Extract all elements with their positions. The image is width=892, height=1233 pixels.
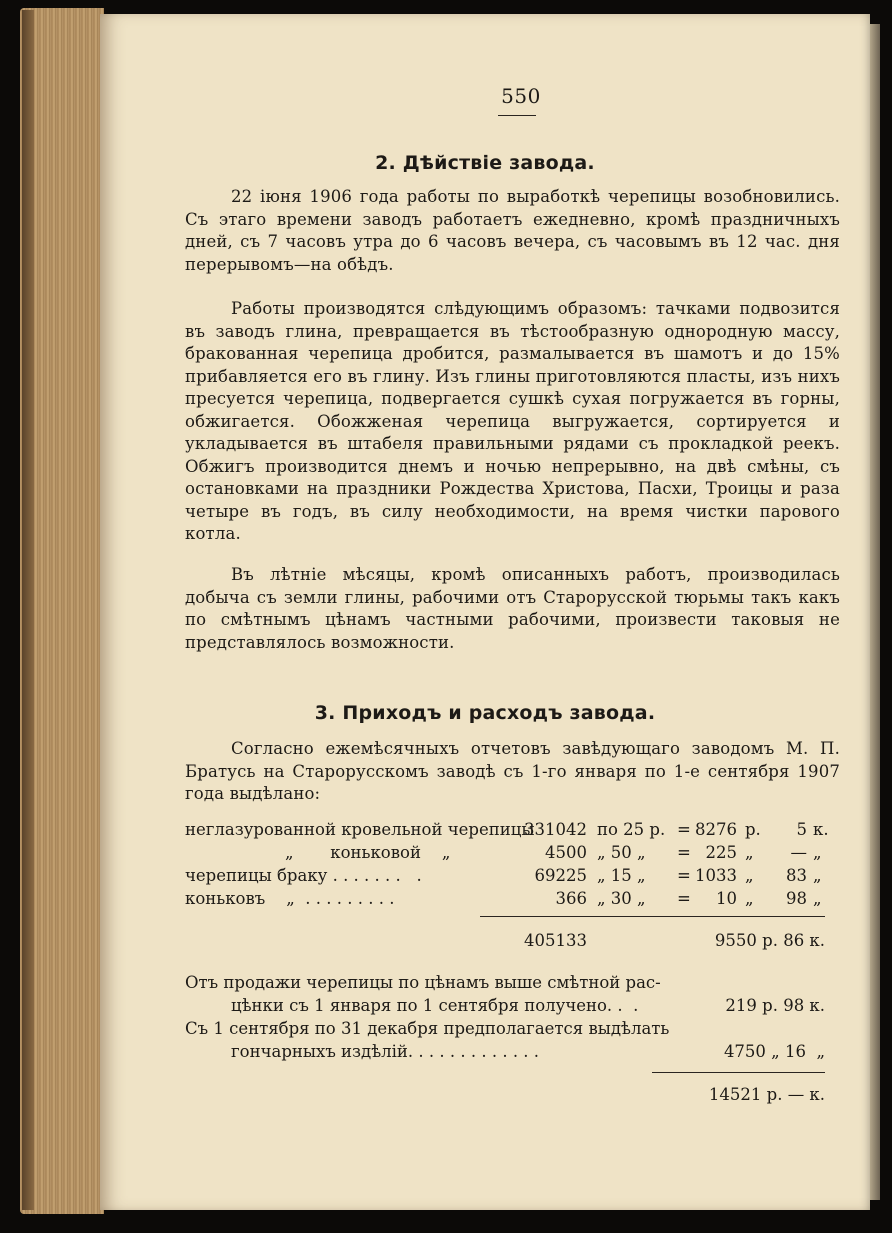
row-kopecks: 83 <box>786 866 807 885</box>
page-number-underline <box>498 115 536 116</box>
row-total: 225 <box>705 843 737 862</box>
row-label: коньковъ „ . . . . . . . . . <box>185 889 395 908</box>
row-rubles: „ <box>745 889 754 908</box>
row-quantity: 331042 <box>524 820 587 839</box>
row-price: „ 15 „ <box>597 866 646 885</box>
book-spine-shadow <box>22 10 34 1210</box>
table-row <box>185 888 845 910</box>
row-kopecks: 98 <box>786 889 807 908</box>
section-3-heading: 3. Приходъ и расходъ завода. <box>314 702 656 724</box>
section-3-intro: Согласно ежемѣсячныхъ отчетовъ завѣдующаго заводомъ М. П. Братусь на Старорусскомъ заводѣ съ 1-го января по 1-е сентября 1907 года выдѣлано: <box>185 739 840 803</box>
row-kopecks-label: „ <box>813 843 822 862</box>
grand-total-row <box>185 1084 845 1106</box>
row-kopecks: — <box>790 843 807 862</box>
row-label: „ коньковой „ <box>285 843 451 862</box>
sale-income-text-cont: цѣнки съ 1 января по 1 сентября получено. . . <box>231 996 639 1015</box>
table-row <box>185 819 845 841</box>
row-price: по 25 р. <box>597 820 666 839</box>
grand-total-amount: 14521 р. — к. <box>708 1085 825 1104</box>
row-kopecks: 5 <box>796 820 807 839</box>
table-row <box>185 842 845 864</box>
sale-income-line-2 <box>185 995 845 1017</box>
row-quantity: 4500 <box>545 843 587 862</box>
planned-output-amount: 4750 „ 16 „ <box>723 1042 825 1061</box>
row-equals: = <box>677 889 691 908</box>
row-price: „ 30 „ <box>597 889 646 908</box>
sale-income-line-1 <box>185 972 845 994</box>
planned-output-text: Съ 1 сентября по 31 декабря предполагается выдѣлать <box>185 1019 670 1038</box>
row-price: „ 50 „ <box>597 843 646 862</box>
subtotal-quantity: 405133 <box>524 931 587 950</box>
section-2-paragraph-2: Работы производятся слѣдующимъ образомъ: тачками подвозится въ заводъ глина, превращается въ тѣстообразную однородную массу, бракованная черепица дробится, размалывается въ шамотъ и до 15% прибавляется его въ глину. Изъ глины приготовляются пласты, изъ нихъ пресуется черепица, подвергается сушкѣ сухая погружается въ горны, обжигается. Обожженая черепица выгружается, сортируется и укладывается въ штабеля правильными рядами съ прокладкой реекъ. Обжигъ производится днемъ и ночью непрерывно, на двѣ смѣны, съ остановками на праздники Рождества Христова, Пасхи, Троицы и раза четыре въ годъ, въ силу необходимости, на время чистки парового котла. <box>185 299 840 543</box>
row-rubles: р. <box>745 820 761 839</box>
row-total: 8276 <box>695 820 737 839</box>
sale-income-text: Отъ продажи черепицы по цѣнамъ выше смѣтной рас- <box>185 973 661 992</box>
row-quantity: 366 <box>555 889 587 908</box>
table-row <box>185 865 845 887</box>
row-total: 1033 <box>695 866 737 885</box>
page-number: 550 <box>501 84 541 108</box>
sale-income-amount: 219 р. 98 к. <box>725 996 825 1015</box>
row-kopecks-label: „ <box>813 889 822 908</box>
grand-total-rule <box>652 1072 825 1073</box>
section-2-paragraph-1: 22 іюня 1906 года работы по выработкѣ черепицы возобновились. Съ этаго времени заводъ работаетъ ежедневно, кромѣ праздничныхъ дней, съ 7 часовъ утра до 6 часовъ вечера, съ часовымъ въ 12 час. дня перерывомъ—на обѣдъ. <box>185 187 840 274</box>
subtotal-row <box>185 930 845 952</box>
section-2-paragraph-3: Въ лѣтніе мѣсяцы, кромѣ описанныхъ работъ, производилась добыча съ земли глины, рабочими отъ Старорусской тюрьмы такъ какъ по смѣтнымъ цѣнамъ частными рабочими, произвести таковыя не представлялось возможности. <box>185 565 840 652</box>
row-rubles: „ <box>745 866 754 885</box>
section-2-heading: 2. Дѣйствіе завода. <box>375 152 595 174</box>
row-rubles: „ <box>745 843 754 862</box>
planned-output-line-2 <box>185 1041 845 1063</box>
row-label: неглазурованной кровельной черепицы <box>185 820 535 839</box>
row-total: 10 <box>716 889 737 908</box>
row-label: черепицы браку . . . . . . . . <box>185 866 422 885</box>
row-equals: = <box>677 843 691 862</box>
row-equals: = <box>677 820 691 839</box>
subtotal-amount: 9550 р. 86 к. <box>714 931 825 950</box>
book-page <box>100 14 870 1210</box>
row-kopecks-label: „ <box>813 866 822 885</box>
subtotal-rule <box>480 916 825 917</box>
row-kopecks-label: к. <box>813 820 829 839</box>
row-equals: = <box>677 866 691 885</box>
planned-output-line-1 <box>185 1018 845 1040</box>
planned-output-text-cont: гончарныхъ издѣлій. . . . . . . . . . . . . <box>231 1042 540 1061</box>
row-quantity: 69225 <box>534 866 587 885</box>
